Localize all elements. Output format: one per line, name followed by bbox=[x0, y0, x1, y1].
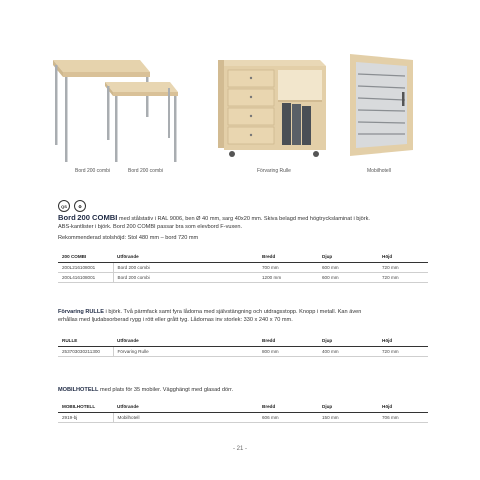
cell-sku: 253703030211300 bbox=[58, 346, 113, 356]
table-small-image bbox=[105, 82, 178, 162]
cell-variant: Bord 200 combi bbox=[113, 272, 258, 282]
rulle-name: Förvaring RULLE bbox=[58, 309, 104, 315]
cell-height: 720 mm bbox=[378, 262, 428, 272]
product-illustration bbox=[0, 0, 480, 190]
cell-sku: 200L416108001 bbox=[58, 272, 113, 282]
bord-description bbox=[58, 214, 428, 242]
table-large-image bbox=[53, 60, 150, 162]
rulle-description bbox=[58, 308, 428, 324]
cell-width: 800 mm bbox=[258, 346, 318, 356]
col-header-variant: Utförande bbox=[113, 336, 258, 346]
quality-badge-icon: QS bbox=[58, 200, 70, 212]
cell-variant: Bord 200 combi bbox=[113, 262, 258, 272]
table-header-row bbox=[58, 336, 428, 346]
page-number: - 21 - bbox=[232, 446, 247, 452]
bord-desc-line1: med stålstativ i RAL 9006, ben Ø 40 mm, sarg 40x20 mm. Skiva belagd med högtryckslaminat i björk. bbox=[117, 216, 370, 222]
rulle-table-wrap bbox=[58, 336, 428, 357]
cell-variant: Förvaring Rulle bbox=[113, 346, 258, 356]
cell-width: 606 mm bbox=[258, 412, 318, 422]
rulle-desc-line2: erhållas med ljudabsorberad rygg i rött eller grått tyg. Lådornas inv storlek: 330 x 240 x 70 mm. bbox=[58, 317, 293, 323]
product-images bbox=[0, 0, 480, 190]
col-header-sku: RULLE bbox=[58, 336, 113, 346]
mobil-name: MOBILHOTELL bbox=[58, 387, 99, 393]
cell-depth: 400 mm bbox=[318, 346, 378, 356]
storage-cabinet-image bbox=[218, 60, 326, 157]
table-row bbox=[58, 412, 428, 422]
bord-model-name: 200 COMBI bbox=[77, 213, 118, 222]
table-header-row bbox=[58, 402, 428, 412]
cell-height: 706 mm bbox=[378, 412, 428, 422]
certification-icons bbox=[58, 200, 86, 212]
table-row bbox=[58, 262, 428, 272]
col-header-depth: Djup bbox=[318, 402, 378, 412]
bord-table bbox=[58, 252, 428, 283]
col-header-sku: 200 COMBI bbox=[58, 252, 113, 262]
col-header-depth: Djup bbox=[318, 336, 378, 346]
bord-table-wrap bbox=[58, 252, 428, 283]
cell-height: 720 mm bbox=[378, 346, 428, 356]
bord-desc-line3: Rekommenderad stolshöjd: Stol 480 mm – bord 720 mm bbox=[58, 235, 199, 241]
table-header-row bbox=[58, 252, 428, 262]
bord-desc-line2: ABS-kantlister i björk. Bord 200 COMBI passar bra som elevbord F-vuxen. bbox=[58, 224, 243, 230]
rulle-desc-line1: i björk. Två pärmfack samt fyra lådorna med självstängning och utdragsstopp. Knopp i metall. Kan även bbox=[104, 309, 362, 315]
cell-height: 720 mm bbox=[378, 272, 428, 282]
mobil-desc-line1: med plats för 35 mobiler. Vägghängt med glasad dörr. bbox=[98, 387, 234, 393]
bord-title: Bord bbox=[58, 213, 76, 222]
cell-depth: 600 mm bbox=[318, 262, 378, 272]
table-row bbox=[58, 272, 428, 282]
cell-variant: Mobilhotell bbox=[113, 412, 258, 422]
mobile-hotel-image bbox=[350, 54, 413, 156]
col-header-sku: MOBILHOTELL bbox=[58, 402, 113, 412]
hardware-badge-icon: ⚙ bbox=[74, 200, 86, 212]
rulle-table bbox=[58, 336, 428, 357]
col-header-variant: Utförande bbox=[113, 252, 258, 262]
cell-width: 1200 mm bbox=[258, 272, 318, 282]
col-header-width: Bredd bbox=[258, 252, 318, 262]
cell-depth: 150 mm bbox=[318, 412, 378, 422]
table-row bbox=[58, 346, 428, 356]
col-header-height: Höjd bbox=[378, 252, 428, 262]
cell-depth: 600 mm bbox=[318, 272, 378, 282]
mobil-description bbox=[58, 386, 428, 394]
col-header-depth: Djup bbox=[318, 252, 378, 262]
col-header-height: Höjd bbox=[378, 402, 428, 412]
col-header-width: Bredd bbox=[258, 402, 318, 412]
mobil-table-wrap bbox=[58, 402, 428, 423]
cell-sku: 2919-bj bbox=[58, 412, 113, 422]
mobil-table bbox=[58, 402, 428, 423]
cell-width: 700 mm bbox=[258, 262, 318, 272]
caption-storage: Förvaring Rulle bbox=[257, 168, 291, 174]
col-header-height: Höjd bbox=[378, 336, 428, 346]
caption-table-large: Bord 200 combi bbox=[75, 168, 111, 174]
col-header-variant: Utförande bbox=[113, 402, 258, 412]
col-header-width: Bredd bbox=[258, 336, 318, 346]
cell-sku: 200L216108001 bbox=[58, 262, 113, 272]
caption-mobile-hotel: Mobilhotell bbox=[367, 168, 391, 174]
caption-table-small: Bord 200 combi bbox=[128, 168, 164, 174]
